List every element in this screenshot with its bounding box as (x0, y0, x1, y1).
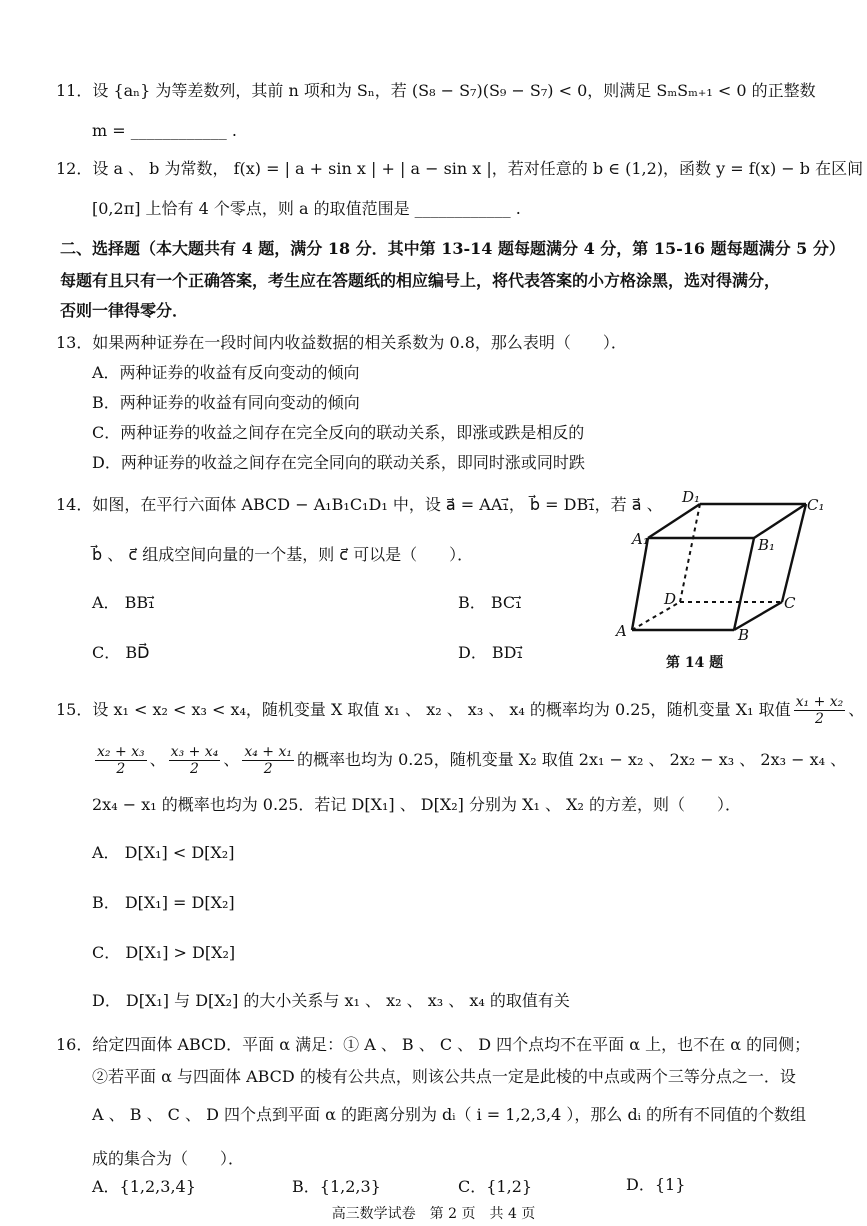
q15-frac-1: $\frac{\text{x₁ + x₂}}{2}$ (795, 694, 844, 727)
q12-line2: [0,2π] 上恰有 4 个零点，则 a 的取值范围是 ____________ . (92, 199, 521, 218)
q16-line4: 成的集合为（ ）． (92, 1149, 245, 1168)
section2-heading-line1: 二、选择题（本大题共有 4 题，满分 18 分．其中第 13-14 题每题满分 4 分，第 15-16 题每题满分 5 分） (60, 239, 845, 258)
q15-frac-3: $\frac{\text{x₃ + x₄}}{2}$ (170, 744, 219, 777)
q16-option-c: C．{1,2} (458, 1177, 533, 1196)
figure-caption: 第 14 题 (666, 655, 724, 671)
label-a: A (616, 622, 627, 640)
label-d: D (664, 590, 677, 608)
edge-a1-d1 (648, 504, 700, 538)
label-b1: B₁ (758, 536, 776, 554)
q15-frac-4: $\frac{\text{x₄ + x₁}}{2}$ (244, 744, 292, 777)
q15-line2: $\frac{\text{x₂ + x₃}}{2}$ 、 $\frac{\text{x₃ + x₄}}{2}$ 、 $\frac{\text{x₄ + x₁}}{2}$ 的概率也均为 0.25，随机变量 X₂ 取值 2x₁ − x₂ 、 2x₂ − x₃ 、 2x₃ − x₄ 、 (97, 744, 847, 777)
parallelepiped-figure (610, 488, 840, 678)
q14-option-b: B． BC₁⃗ (458, 593, 522, 612)
q15-line1-text: 15．设 x₁ < x₂ < x₃ < x₄，随机变量 X 取值 x₁ 、 x₂ 、 x₃ 、 x₄ 的概率均为 0.25，随机变量 X₁ 取值 (56, 700, 791, 719)
q13-stem: 13．如果两种证券在一段时间内收益数据的相关系数为 0.8，那么表明（ ）． (56, 333, 627, 352)
section2-heading-line2: 每题有且只有一个正确答案，考生应在答题纸的相应编号上，将代表答案的小方格涂黑，选对得满分， (60, 271, 781, 290)
label-d1: D₁ (682, 488, 701, 506)
q13-option-c: C．两种证券的收益之间存在完全反向的联动关系，即涨或跌是相反的 (92, 423, 585, 442)
edge-b1-b (734, 538, 754, 630)
q16-line3: A 、 B 、 C 、 D 四个点到平面 α 的距离分别为 dᵢ（ i = 1,2,3,4 ），那么 dᵢ 的所有不同值的个数组 (92, 1105, 806, 1124)
q16-option-d: D．{1} (626, 1175, 686, 1194)
q15-option-c: C． D[X₁] > D[X₂] (92, 943, 236, 962)
q15-option-b: B． D[X₁] = D[X₂] (92, 893, 235, 912)
label-b: B (738, 626, 750, 644)
q16-option-b: B．{1,2,3} (292, 1177, 381, 1196)
q15-line1: 15．设 x₁ < x₂ < x₃ < x₄，随机变量 X 取值 x₁ 、 x₂ 、 x₃ 、 x₄ 的概率均为 0.25，随机变量 X₁ 取值 $\frac{\text{x₁ + x₂}}{2}$ 、 (56, 694, 865, 727)
label-c1: C₁ (807, 496, 825, 514)
q15-frac-2: $\frac{\text{x₂ + x₃}}{2}$ (97, 744, 145, 777)
q13-option-d: D．两种证券的收益之间存在完全同向的联动关系，即同时涨或同时跌 (92, 453, 585, 472)
q14-option-a: A． BB₁⃗ (92, 593, 155, 612)
label-a1: A₁ (632, 530, 649, 548)
section2-heading-line3: 否则一律得零分． (60, 301, 189, 320)
q13-option-b: B．两种证券的收益有同向变动的倾向 (92, 393, 360, 412)
q15-option-d: D． D[X₁] 与 D[X₂] 的大小关系与 x₁ 、 x₂ 、 x₃ 、 x₄ 的取值有关 (92, 991, 570, 1010)
label-c: C (784, 594, 796, 612)
q14-line2: b⃗ 、 c⃗ 组成空间向量的一个基，则 c⃗ 可以是（ ）． (92, 545, 474, 564)
q15-line3: 2x₄ − x₁ 的概率也均为 0.25．若记 D[X₁] 、 D[X₂] 分别为 X₁ 、 X₂ 的方差，则（ ）． (92, 795, 741, 814)
q14-option-c: C． BD⃗ (92, 643, 150, 662)
q14-option-d: D． BD₁⃗ (458, 643, 523, 662)
q14-line1: 14．如图，在平行六面体 ABCD − A₁B₁C₁D₁ 中，设 a⃗ = AA₁⃗， b⃗ = DB₁⃗，若 a⃗ 、 (56, 495, 663, 514)
q15-option-a: A． D[X₁] < D[X₂] (92, 843, 235, 862)
q12-line1: 12．设 a 、 b 为常数， f(x) = | a + sin x | + | a − sin x |，若对任意的 b ∈ (1,2)，函数 y = f(x) − b 在区间 (56, 159, 864, 178)
q11-line1: 11．设 {aₙ} 为等差数列，其前 n 项和为 Sₙ，若 (S₈ − S₇)(S₉ − S₇) < 0，则满足 SₘSₘ₊₁ < 0 的正整数 (56, 81, 816, 100)
q16-line2: ②若平面 α 与四面体 ABCD 的棱有公共点，则该公共点一定是此棱的中点或两个三等分点之一．设 (92, 1067, 796, 1086)
edge-d1-d-hidden (680, 504, 700, 602)
q13-option-a: A．两种证券的收益有反向变动的倾向 (92, 363, 360, 382)
q16-line1: 16．给定四面体 ABCD．平面 α 满足：① A 、 B 、 C 、 D 四个点均不在平面 α 上，也不在 α 的同侧； (56, 1035, 811, 1054)
q15-line2-text: 的概率也均为 0.25，随机变量 X₂ 取值 2x₁ − x₂ 、 2x₂ − x₃ 、 2x₃ − x₄ 、 (297, 750, 847, 769)
q11-answer-blank: m = ____________ . (92, 121, 237, 140)
edge-a1-a (632, 538, 648, 630)
q16-option-a: A．{1,2,3,4} (92, 1177, 196, 1196)
page-footer: 高三数学试卷 第 2 页 共 4 页 (331, 1206, 536, 1222)
